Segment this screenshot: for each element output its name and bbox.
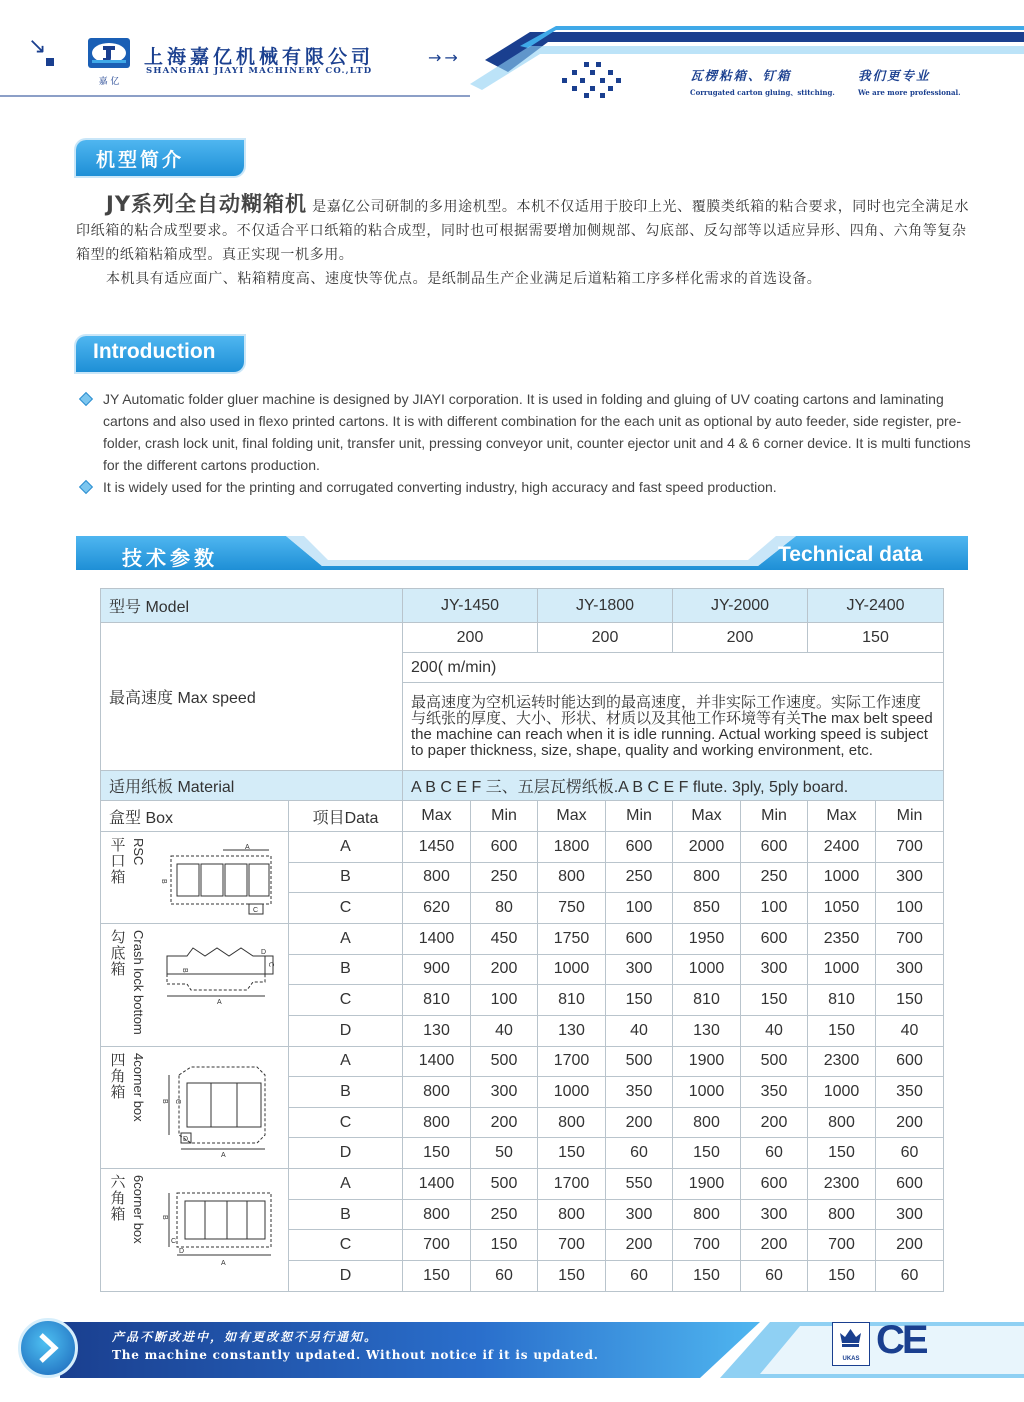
value-cell: 2400 (808, 831, 876, 862)
chevron-right-icon (21, 1321, 75, 1375)
value-cell: 800 (673, 1199, 741, 1230)
value-cell: 810 (538, 985, 606, 1016)
value-cell: 100 (606, 893, 673, 924)
value-cell: 60 (741, 1138, 808, 1169)
value-cell: 500 (471, 1046, 538, 1077)
model-cell: JY-1450 (403, 589, 538, 623)
header-arrows-icon: →→ (428, 48, 461, 67)
value-cell: 810 (673, 985, 741, 1016)
box-name-cn: 四角箱 (110, 1051, 126, 1101)
value-cell: 300 (876, 862, 944, 893)
box-data-row (101, 1169, 944, 1200)
product-series-name: JY系列全自动糊箱机 (106, 192, 308, 216)
value-cell: 1000 (673, 1077, 741, 1108)
section-title-cn: 机型简介 (76, 140, 244, 176)
value-cell: 350 (876, 1077, 944, 1108)
data-item-cell: C (289, 985, 403, 1016)
four-corner-box-diagram (157, 1057, 277, 1157)
value-cell: 1900 (673, 1169, 741, 1200)
value-cell: 1000 (808, 862, 876, 893)
value-cell: 800 (403, 1199, 471, 1230)
value-cell: 150 (673, 1138, 741, 1169)
value-cell: 250 (471, 862, 538, 893)
value-cell: 300 (471, 1077, 538, 1108)
value-cell: 810 (808, 985, 876, 1016)
value-cell: 1000 (673, 954, 741, 985)
value-cell: 500 (471, 1169, 538, 1200)
box-name-en: 4corner box (131, 1052, 146, 1122)
value-cell: 150 (808, 1015, 876, 1046)
slogan-en-2: We are more professional. (858, 88, 961, 97)
box-label: 盒型 Box (101, 801, 289, 831)
value-cell: 600 (876, 1046, 944, 1077)
value-cell: 130 (403, 1015, 471, 1046)
model-cell: JY-2000 (673, 589, 808, 623)
value-cell: 450 (471, 923, 538, 954)
intro-cn-para-2: 本机具有适应面广、粘箱精度高、速度快等优点。是纸制品生产企业满足后道粘箱工序多样化需求的首选设备。 (106, 271, 822, 287)
value-cell: 150 (538, 1138, 606, 1169)
footer-notice-cn: 产品不断改进中，如有更改恕不另行通知。 (112, 1330, 379, 1344)
value-cell: 800 (538, 1199, 606, 1230)
six-corner-box-diagram (157, 1179, 277, 1269)
value-cell: 1000 (538, 1077, 606, 1108)
value-cell: 200 (606, 1107, 673, 1138)
value-cell: 1400 (403, 1169, 471, 1200)
value-cell: 800 (538, 1107, 606, 1138)
svg-text:D: D (261, 948, 267, 956)
svg-text:A: A (221, 1260, 226, 1268)
box-type-cell (101, 1046, 289, 1169)
speed-label: 最高速度 Max speed (101, 623, 403, 771)
value-cell: 2300 (808, 1046, 876, 1077)
svg-text:B: B (161, 1215, 168, 1220)
data-item-cell: C (289, 1107, 403, 1138)
data-item-cell: B (289, 954, 403, 985)
max-header: Max (538, 801, 606, 831)
box-name-cn: 勾底箱 (110, 928, 126, 978)
value-cell: 750 (538, 893, 606, 924)
value-cell: 100 (471, 985, 538, 1016)
box-type-wrap (101, 832, 288, 923)
value-cell: 300 (876, 954, 944, 985)
value-cell: 250 (741, 862, 808, 893)
value-cell: 250 (471, 1199, 538, 1230)
value-cell: 810 (403, 985, 471, 1016)
speed-cell: 200 (538, 623, 673, 653)
data-item-cell: B (289, 862, 403, 893)
value-cell: 1450 (403, 831, 471, 862)
value-cell: 500 (741, 1046, 808, 1077)
intro-cn-para-1-body: 是嘉亿公司研制的多用途机型。本机不仅适用于胶印上光、覆膜类纸箱的粘合要求，同时也完全满足水印纸箱的粘合成型要求。不仅适合平口纸箱的粘合成型，同时也可根据需要增加侧规部、勾底部、反勾部等以适应异形、四角、六角等复杂箱型的纸箱粘箱成型。真正实现一机多用。 (76, 199, 970, 263)
crash-lock-box-diagram (157, 934, 277, 1014)
value-cell: 150 (403, 1138, 471, 1169)
box-name-cn: 六角箱 (110, 1174, 126, 1224)
data-item-cell: D (289, 1261, 403, 1292)
svg-text:D: D (183, 1135, 189, 1143)
value-cell: 200 (741, 1107, 808, 1138)
value-cell: 150 (808, 1138, 876, 1169)
tech-title-cn: 技术参数 (122, 546, 218, 570)
value-cell: 300 (876, 1199, 944, 1230)
max-header: Max (808, 801, 876, 831)
value-cell: 700 (403, 1230, 471, 1261)
value-cell: 60 (606, 1261, 673, 1292)
svg-text:C: C (171, 1238, 177, 1246)
value-cell: 60 (471, 1261, 538, 1292)
value-cell: 150 (673, 1261, 741, 1292)
material-value: A B C E F 三、五层瓦楞纸板.A B C E F flute. 3ply, 5ply board. (403, 771, 944, 801)
svg-text:A: A (221, 1151, 226, 1157)
value-cell: 150 (403, 1261, 471, 1292)
value-cell: 600 (876, 1169, 944, 1200)
value-cell: 200 (606, 1230, 673, 1261)
box-type-cell (101, 923, 289, 1046)
diamond-bullet-icon (79, 392, 93, 406)
value-cell: 150 (876, 985, 944, 1016)
value-cell: 600 (741, 923, 808, 954)
value-cell: 350 (741, 1077, 808, 1108)
data-label: 项目Data (289, 801, 403, 831)
value-cell: 600 (741, 1169, 808, 1200)
ce-mark-icon: CE (876, 1318, 926, 1362)
data-item-cell: C (289, 1230, 403, 1261)
value-cell: 300 (741, 1199, 808, 1230)
max-header: Max (403, 801, 471, 831)
intro-en-item-text: It is widely used for the printing and corrugated converting industry, high accuracy and fast speed production. (103, 479, 777, 495)
value-cell: 150 (538, 1261, 606, 1292)
value-cell: 850 (673, 893, 741, 924)
value-cell: 200 (471, 1107, 538, 1138)
svg-text:C: C (267, 961, 274, 968)
intro-en-item (78, 476, 978, 498)
value-cell: 300 (741, 954, 808, 985)
svg-text:B: B (181, 967, 188, 973)
intro-en-item-text: JY Automatic folder gluer machine is designed by JIAYI corporation. It is used in folding and gluing of UV coating cartons and laminating cartons and also used in flexo printed cartons. It is with different combination for the each unit as optional by auto feeder, side register, pre-folder, crash lock unit, final folding unit, transfer unit, pressing conveyor unit, counter ejector unit and 4 & 6 corner device. It is multi functions for the different cartons production. (103, 391, 971, 473)
data-item-cell: A (289, 831, 403, 862)
value-cell: 150 (606, 985, 673, 1016)
min-header: Min (876, 801, 944, 831)
value-cell: 300 (606, 1199, 673, 1230)
value-cell: 250 (606, 862, 673, 893)
box-type-wrap (101, 1169, 288, 1291)
box-name-cn: 平口箱 (110, 836, 126, 886)
value-cell: 80 (471, 893, 538, 924)
value-cell: 1750 (538, 923, 606, 954)
slogan-en-1: Corrugated carton gluing、stitching. (690, 88, 835, 97)
svg-text:D: D (179, 1248, 185, 1256)
box-type-wrap (101, 1047, 288, 1169)
value-cell: 50 (471, 1138, 538, 1169)
value-cell: 800 (403, 1077, 471, 1108)
value-cell: 2300 (808, 1169, 876, 1200)
svg-text:A: A (245, 843, 250, 851)
intro-cn-text (76, 192, 976, 291)
company-name-en: SHANGHAI JIAYI MACHINERY CO.,LTD (146, 66, 373, 76)
box-data-row (101, 831, 944, 862)
crown-icon (833, 1323, 868, 1353)
value-cell: 60 (741, 1261, 808, 1292)
value-cell: 100 (741, 893, 808, 924)
rsc-box-diagram (157, 842, 277, 922)
value-cell: 130 (673, 1015, 741, 1046)
value-cell: 40 (606, 1015, 673, 1046)
min-header: Min (606, 801, 673, 831)
value-cell: 200 (876, 1230, 944, 1261)
value-cell: 550 (606, 1169, 673, 1200)
speed-cell: 200 (673, 623, 808, 653)
value-cell: 40 (471, 1015, 538, 1046)
data-item-cell: B (289, 1077, 403, 1108)
value-cell: 1800 (538, 831, 606, 862)
value-cell: 600 (606, 923, 673, 954)
value-cell: 350 (606, 1077, 673, 1108)
value-cell: 700 (876, 831, 944, 862)
value-cell: 800 (673, 1107, 741, 1138)
svg-text:B: B (161, 1098, 168, 1104)
data-item-cell: B (289, 1199, 403, 1230)
pixel-dots-decoration (560, 60, 624, 100)
value-cell: 800 (808, 1199, 876, 1230)
speed-cell: 200 (403, 623, 538, 653)
value-cell: 150 (471, 1230, 538, 1261)
logo-caption: 嘉 亿 (98, 77, 120, 87)
max-header: Max (673, 801, 741, 831)
data-item-cell: D (289, 1138, 403, 1169)
value-cell: 150 (741, 985, 808, 1016)
value-cell: 900 (403, 954, 471, 985)
box-type-wrap (101, 924, 288, 1046)
value-cell: 1700 (538, 1046, 606, 1077)
value-cell: 40 (876, 1015, 944, 1046)
section-title-introduction: Introduction (76, 336, 244, 372)
value-cell: 1950 (673, 923, 741, 954)
data-item-cell: A (289, 923, 403, 954)
value-cell: 620 (403, 893, 471, 924)
speed-cell: 150 (808, 623, 944, 653)
ukas-certification-icon (832, 1322, 870, 1366)
speed-note: 最高速度为空机运转时能达到的最高速度，并非实际工作速度。实际工作速度与纸张的厚度、大小、形状、材质以及其他工作环境等有关The max belt speed the machine can reach when it is idle running. Actual working speed is subject to paper thickness, size, shape, quality and working environment, etc. (403, 683, 944, 771)
model-row (101, 589, 944, 623)
speed-unit: 200( m/min) (403, 653, 944, 683)
value-cell: 600 (606, 831, 673, 862)
svg-text:C: C (174, 1098, 181, 1104)
min-header: Min (471, 801, 538, 831)
value-cell: 1400 (403, 923, 471, 954)
value-cell: 1000 (808, 954, 876, 985)
value-cell: 1000 (538, 954, 606, 985)
box-header-row (101, 801, 944, 831)
value-cell: 40 (741, 1015, 808, 1046)
box-data-row (101, 923, 944, 954)
footer-notice-en: The machine constantly updated. Without notice if it is updated. (112, 1348, 599, 1362)
material-row (101, 771, 944, 801)
value-cell: 60 (606, 1138, 673, 1169)
min-header: Min (741, 801, 808, 831)
value-cell: 200 (876, 1107, 944, 1138)
value-cell: 600 (741, 831, 808, 862)
value-cell: 800 (403, 862, 471, 893)
box-type-cell (101, 1169, 289, 1292)
diamond-bullet-icon (79, 480, 93, 494)
value-cell: 1000 (808, 1077, 876, 1108)
corner-arrow-icon: ↘ (28, 34, 47, 59)
value-cell: 200 (471, 954, 538, 985)
value-cell: 700 (673, 1230, 741, 1261)
data-item-cell: A (289, 1169, 403, 1200)
data-item-cell: D (289, 1015, 403, 1046)
material-label: 适用纸板 Material (101, 771, 403, 801)
box-name-en: RSC (131, 837, 146, 866)
value-cell: 1050 (808, 893, 876, 924)
value-cell: 1700 (538, 1169, 606, 1200)
model-label: 型号 Model (101, 589, 403, 623)
value-cell: 1900 (673, 1046, 741, 1077)
value-cell: 60 (876, 1138, 944, 1169)
value-cell: 800 (673, 862, 741, 893)
value-cell: 130 (538, 1015, 606, 1046)
value-cell: 200 (741, 1230, 808, 1261)
value-cell: 700 (808, 1230, 876, 1261)
value-cell: 800 (808, 1107, 876, 1138)
value-cell: 60 (876, 1261, 944, 1292)
intro-cn-para-1 (76, 192, 976, 267)
data-item-cell: C (289, 893, 403, 924)
value-cell: 600 (471, 831, 538, 862)
box-name-en: Crash lock bottom (131, 929, 146, 1035)
value-cell: 2000 (673, 831, 741, 862)
box-type-cell (101, 831, 289, 923)
slogan-cn-1: 瓦楞粘箱、钉箱 (690, 68, 792, 83)
svg-text:C: C (253, 906, 259, 914)
company-name-cn: 上海嘉亿机械有限公司 (144, 46, 375, 68)
box-data-row (101, 1046, 944, 1077)
intro-en-list (78, 388, 978, 498)
value-cell: 300 (606, 954, 673, 985)
spec-table (100, 588, 944, 1292)
value-cell: 700 (876, 923, 944, 954)
value-cell: 2350 (808, 923, 876, 954)
intro-en-item (78, 388, 978, 476)
data-item-cell: A (289, 1046, 403, 1077)
value-cell: 700 (538, 1230, 606, 1261)
value-cell: 100 (876, 893, 944, 924)
ukas-label: UKAS (842, 1356, 860, 1362)
value-cell: 150 (808, 1261, 876, 1292)
footer-circle-decoration (18, 1318, 78, 1378)
model-cell: JY-1800 (538, 589, 673, 623)
corner-square (46, 58, 54, 66)
box-name-en: 6corner box (131, 1175, 146, 1244)
page-header (0, 0, 1024, 112)
svg-text:A: A (217, 998, 222, 1006)
model-cell: JY-2400 (808, 589, 944, 623)
svg-text:B: B (160, 878, 167, 884)
value-cell: 800 (403, 1107, 471, 1138)
slogan-cn-2: 我们更专业 (858, 68, 931, 83)
tech-title-en: Technical data (778, 543, 923, 566)
value-cell: 800 (538, 862, 606, 893)
value-cell: 500 (606, 1046, 673, 1077)
value-cell: 1400 (403, 1046, 471, 1077)
speed-row (101, 623, 944, 653)
